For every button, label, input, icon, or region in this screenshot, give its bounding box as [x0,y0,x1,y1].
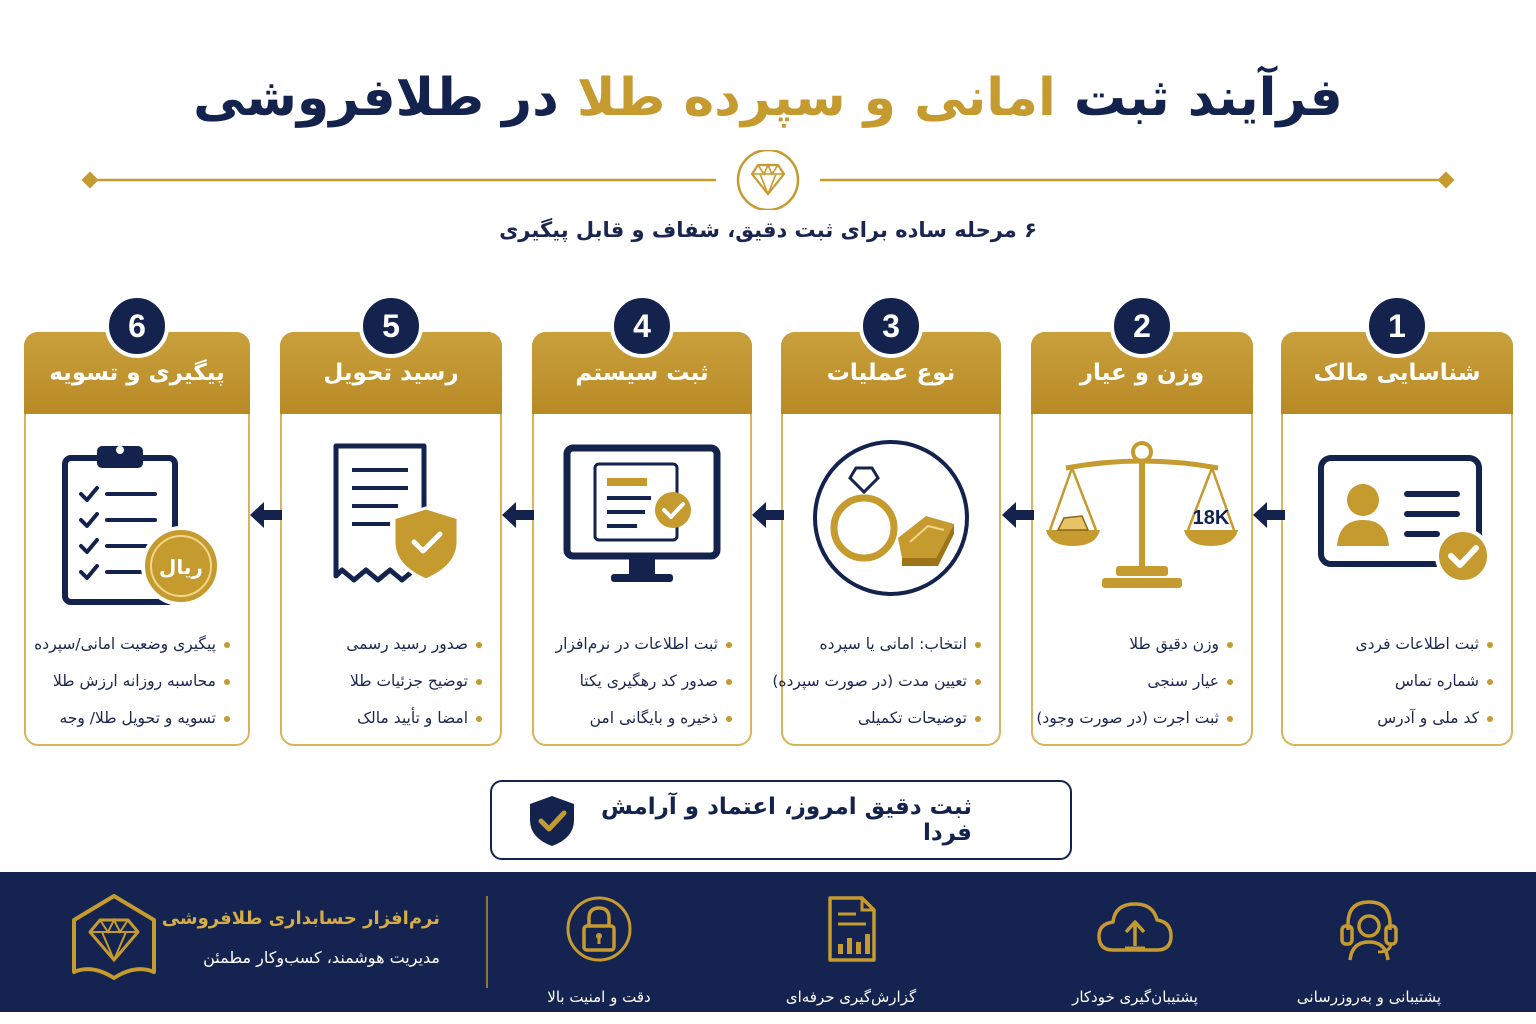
step-number: 5 [359,294,423,358]
step-items [296,626,486,737]
feature-security [484,894,714,1004]
title-highlight: امانی و سپرده طلا [576,68,1056,128]
list-item: امضا و تأیید مالک [296,700,486,737]
list-item: انتخاب: امانی یا سپرده [797,626,985,663]
feature-label: دقت و امنیت بالا [547,988,651,1006]
list-item: ثبت اطلاعات فردی [1297,626,1497,663]
karat-label: 18K [1192,507,1230,529]
feature-support [1254,894,1484,1004]
step-2-card [1031,307,1253,746]
arrow-left-icon [1251,500,1285,530]
receipt-shield-icon [306,438,476,598]
footer [0,872,1536,1012]
list-item: وزن دقیق طلا [1047,626,1237,663]
step-number: 3 [859,294,923,358]
process-steps [0,290,1536,760]
step-3-card [772,307,1001,746]
clipboard-checklist-icon [47,438,227,608]
brand-name: نرم‌افزار حسابداری طلافروشی [161,908,440,929]
computer-monitor-icon [557,438,727,598]
feature-label: پشتیبان‌گیری خودکار [1072,988,1198,1006]
list-item: صدور رسید رسمی [296,626,486,663]
motto-text: ثبت دقیق امروز، اعتماد و آرامش فردا [601,794,972,846]
step-1-card [1281,307,1513,746]
step-number: 2 [1110,294,1174,358]
step-items [34,626,234,737]
list-item: پیگیری وضعیت امانی/سپرده [40,626,234,663]
list-item: تعیین مدت (در صورت سپرده) [797,663,985,700]
feature-label: پشتیبانی و به‌روزرسانی [1296,988,1442,1006]
scale-icon [1042,438,1242,598]
step-title: ثبت سیستم [532,332,752,414]
arrow-left-icon [500,500,534,530]
step-5-card [280,307,502,746]
step-items [548,626,736,737]
step-6-card [24,307,250,746]
list-item: محاسبه روزانه ارزش طلا [40,663,234,700]
title-divider [80,150,1456,210]
list-item: توضیح جزئیات طلا [296,663,486,700]
feature-backup [1020,894,1250,1004]
lock-icon [564,894,634,964]
brand-tagline: مدیریت هوشمند، کسب‌وکار مطمئن [203,948,440,967]
motto-box [490,780,1072,860]
step-number: 1 [1365,294,1429,358]
step-title: رسید تحویل [280,332,502,414]
step-items [772,626,985,737]
list-item: شماره تماس [1297,663,1497,700]
feature-label: گزارش‌گیری حرفه‌ای [785,988,917,1006]
arrow-left-icon [750,500,784,530]
arrow-left-icon [248,500,282,530]
subtitle: ۶ مرحله ساده برای ثبت دقیق، شفاف و قابل پیگیری [499,218,1037,242]
step-title: شناسایی مالک [1281,332,1513,414]
title-part-1: فرآیند ثبت [1073,68,1343,128]
step-items [1036,626,1237,737]
step-title: پیگیری و تسویه [24,332,250,414]
list-item: ثبت اجرت (در صورت وجود) [1047,700,1237,737]
step-title: نوع عملیات [781,332,1001,414]
step-4-card [532,307,752,746]
step-items [1297,626,1497,737]
step-number: 4 [610,294,674,358]
list-item: عیار سنجی [1047,663,1237,700]
headset-support-icon [1334,894,1404,964]
currency-label: ریال [159,555,203,579]
arrow-left-icon [1000,500,1034,530]
diamond-icon [738,150,798,210]
ring-and-gold-bar-icon [806,438,976,598]
cloud-upload-icon [1095,894,1175,964]
feature-reporting [736,894,966,1004]
list-item: توضیحات تکمیلی [797,700,985,737]
list-item: صدور کد رهگیری یکتا [548,663,736,700]
list-item: کد ملی و آدرس [1297,700,1497,737]
step-title: وزن و عیار [1031,332,1253,414]
id-card-check-icon [1307,438,1487,598]
step-number: 6 [105,294,169,358]
title-part-2: در طلافروشی [193,68,559,128]
list-item: تسویه و تحویل طلا/ وجه [40,700,234,737]
report-chart-icon [816,894,886,964]
list-item: ثبت اطلاعات در نرم‌افزار [548,626,736,663]
diamond-house-logo-icon [66,890,162,986]
list-item: ذخیره و بایگانی امن [548,700,736,737]
page-title [0,58,1536,138]
